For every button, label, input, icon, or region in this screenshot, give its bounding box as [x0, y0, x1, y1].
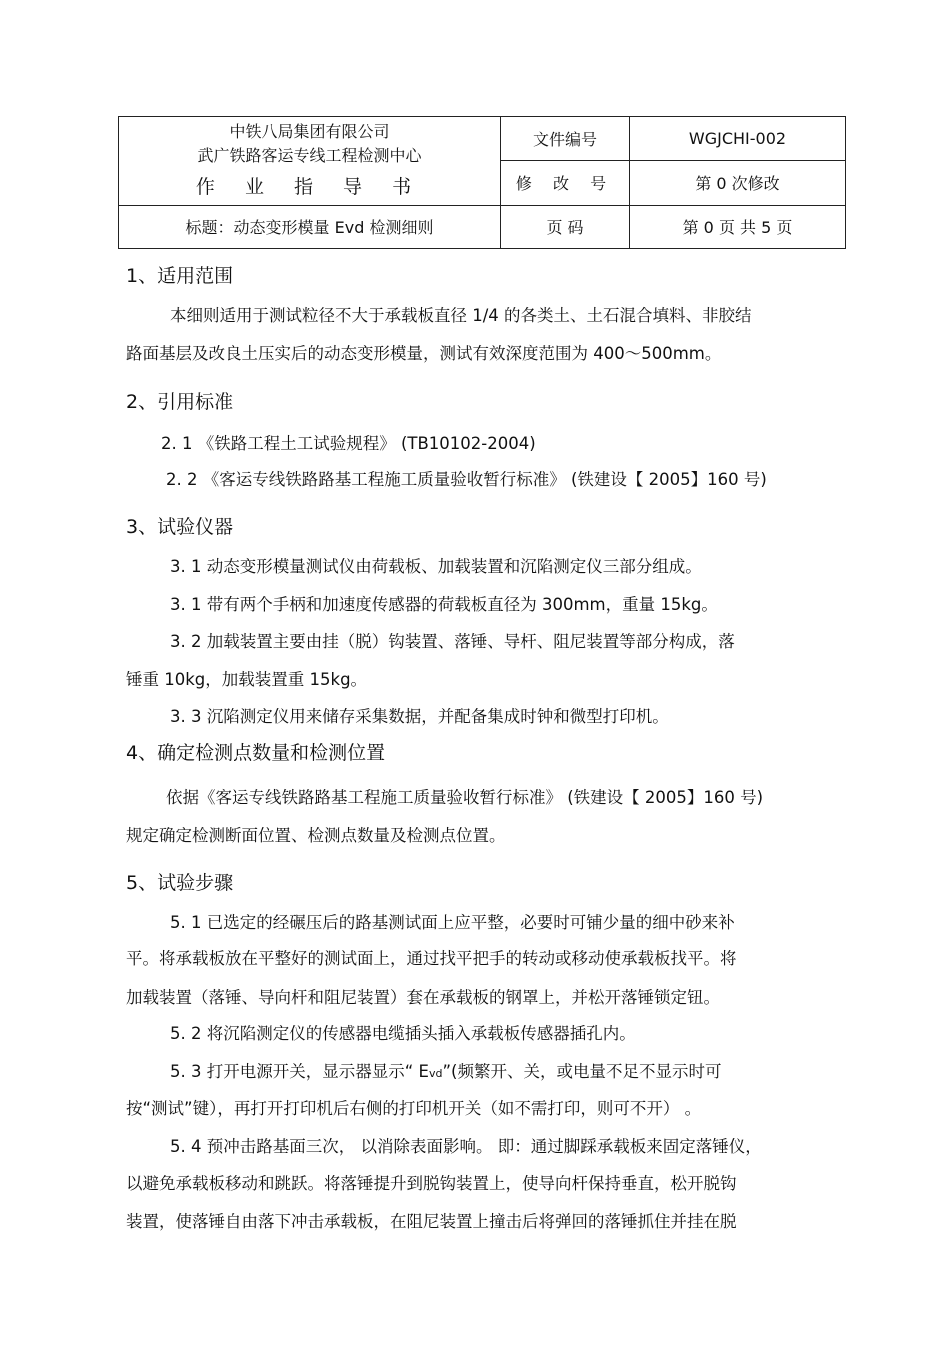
section-4-heading: 4、确定检测点数量和检测位置 — [126, 742, 386, 764]
evd-subscript: vd — [428, 1067, 443, 1080]
section-5-heading: 5、试验步骤 — [126, 872, 234, 894]
section-5-step-line: 5. 4 预冲击路基面三次， 以消除表面影响。 即：通过脚踩承载板来固定落锤仪， — [170, 1137, 762, 1156]
section-3-item: 3. 1 动态变形模量测试仪由荷载板、加载装置和沉陷测定仪三部分组成。 — [170, 557, 702, 576]
section-3-item: 3. 2 加载装置主要由挂（脱）钩装置、落锤、导杆、阻尼装置等部分构成，落 — [170, 632, 735, 651]
section-5-step-line: 平。将承载板放在平整好的测试面上，通过找平把手的转动或移动使承载板找平。将 — [126, 949, 737, 968]
page-value: 第 0 页 共 5 页 — [630, 205, 846, 248]
section-3-item-continued: 锤重 10kg，加载装置重 15kg。 — [126, 670, 368, 689]
section-5-step-line: 以避免承载板移动和跳跃。将落锤提升到脱钩装置上，使导向杆保持垂直，松开脱钩 — [126, 1174, 737, 1193]
section-5-step-line: 加载装置（落锤、导向杆和阻尼装置）套在承载板的钢罩上，并松开落锤锁定钮。 — [126, 988, 720, 1007]
section-4-paragraph-line: 规定确定检测断面位置、检测点数量及检测点位置。 — [126, 826, 506, 845]
section-5-step-line: 按“测试”键），再打开打印机后右侧的打印机开关（如不需打印，则可不开） 。 — [126, 1099, 702, 1118]
section-1-heading: 1、适用范围 — [126, 265, 234, 287]
section-3-item: 3. 3 沉陷测定仪用来储存采集数据，并配备集成时钟和微型打印机。 — [170, 707, 669, 726]
section-1-paragraph-line: 本细则适用于测试粒径不大于承载板直径 1/4 的各类土、土石混合填料、非胶结 — [170, 306, 752, 325]
section-4-paragraph-line: 依据《客运专线铁路路基工程施工质量验收暂行标准》 (铁建设【 2005】160 号) — [166, 788, 764, 807]
section-5-step-line: 5. 1 已选定的经碾压后的路基测试面上应平整，必要时可铺少量的细中砂来补 — [170, 913, 735, 932]
section-5-step-line: 5. 2 将沉陷测定仪的传感器电缆插头插入承载板传感器插孔内。 — [170, 1024, 636, 1043]
document-header-table — [118, 116, 846, 249]
section-2-heading: 2、引用标准 — [126, 391, 234, 413]
section-5-step-line — [170, 1061, 721, 1085]
section-1-paragraph-line: 路面基层及改良土压实后的动态变形模量，测试有效深度范围为 400～500mm。 — [126, 344, 722, 363]
standard-reference-2: 2. 2 《客运专线铁路路基工程施工质量验收暂行标准》 (铁建设【 2005】160 号) — [166, 470, 767, 489]
revision-value: 第 0 次修改 — [630, 161, 846, 205]
section-5-step-line: 装置，使落锤自由落下冲击承载板，在阻尼装置上撞击后将弹回的落锤抓住并挂在脱 — [126, 1212, 737, 1231]
step-5-3-text-end: ”(频繁开、关，或电量不足不显示时可 — [442, 1062, 722, 1081]
section-3-heading: 3、试验仪器 — [126, 516, 234, 538]
section-3-item: 3. 1 带有两个手柄和加速度传感器的荷载板直径为 300mm，重量 15kg。 — [170, 595, 718, 614]
step-5-3-text-start: 5. 3 打开电源开关，显示器显示“ E — [170, 1062, 429, 1081]
file-number-label: 文件编号 — [501, 117, 630, 161]
page-label: 页 码 — [501, 205, 630, 248]
standard-reference-1: 2. 1 《铁路工程土工试验规程》 (TB10102-2004) — [161, 434, 536, 453]
document-title: 标题：动态变形模量 Evd 检测细则 — [119, 205, 501, 248]
organization-cell — [119, 117, 501, 206]
department-name: 武广铁路客运专线工程检测中心 — [197, 145, 422, 165]
organization-name: 中铁八局集团有限公司 — [229, 121, 390, 141]
document-type: 作 业 指 导 书 — [195, 175, 424, 198]
file-number-value: WGJCHI-002 — [630, 117, 846, 161]
revision-label: 修 改 号 — [501, 161, 630, 205]
